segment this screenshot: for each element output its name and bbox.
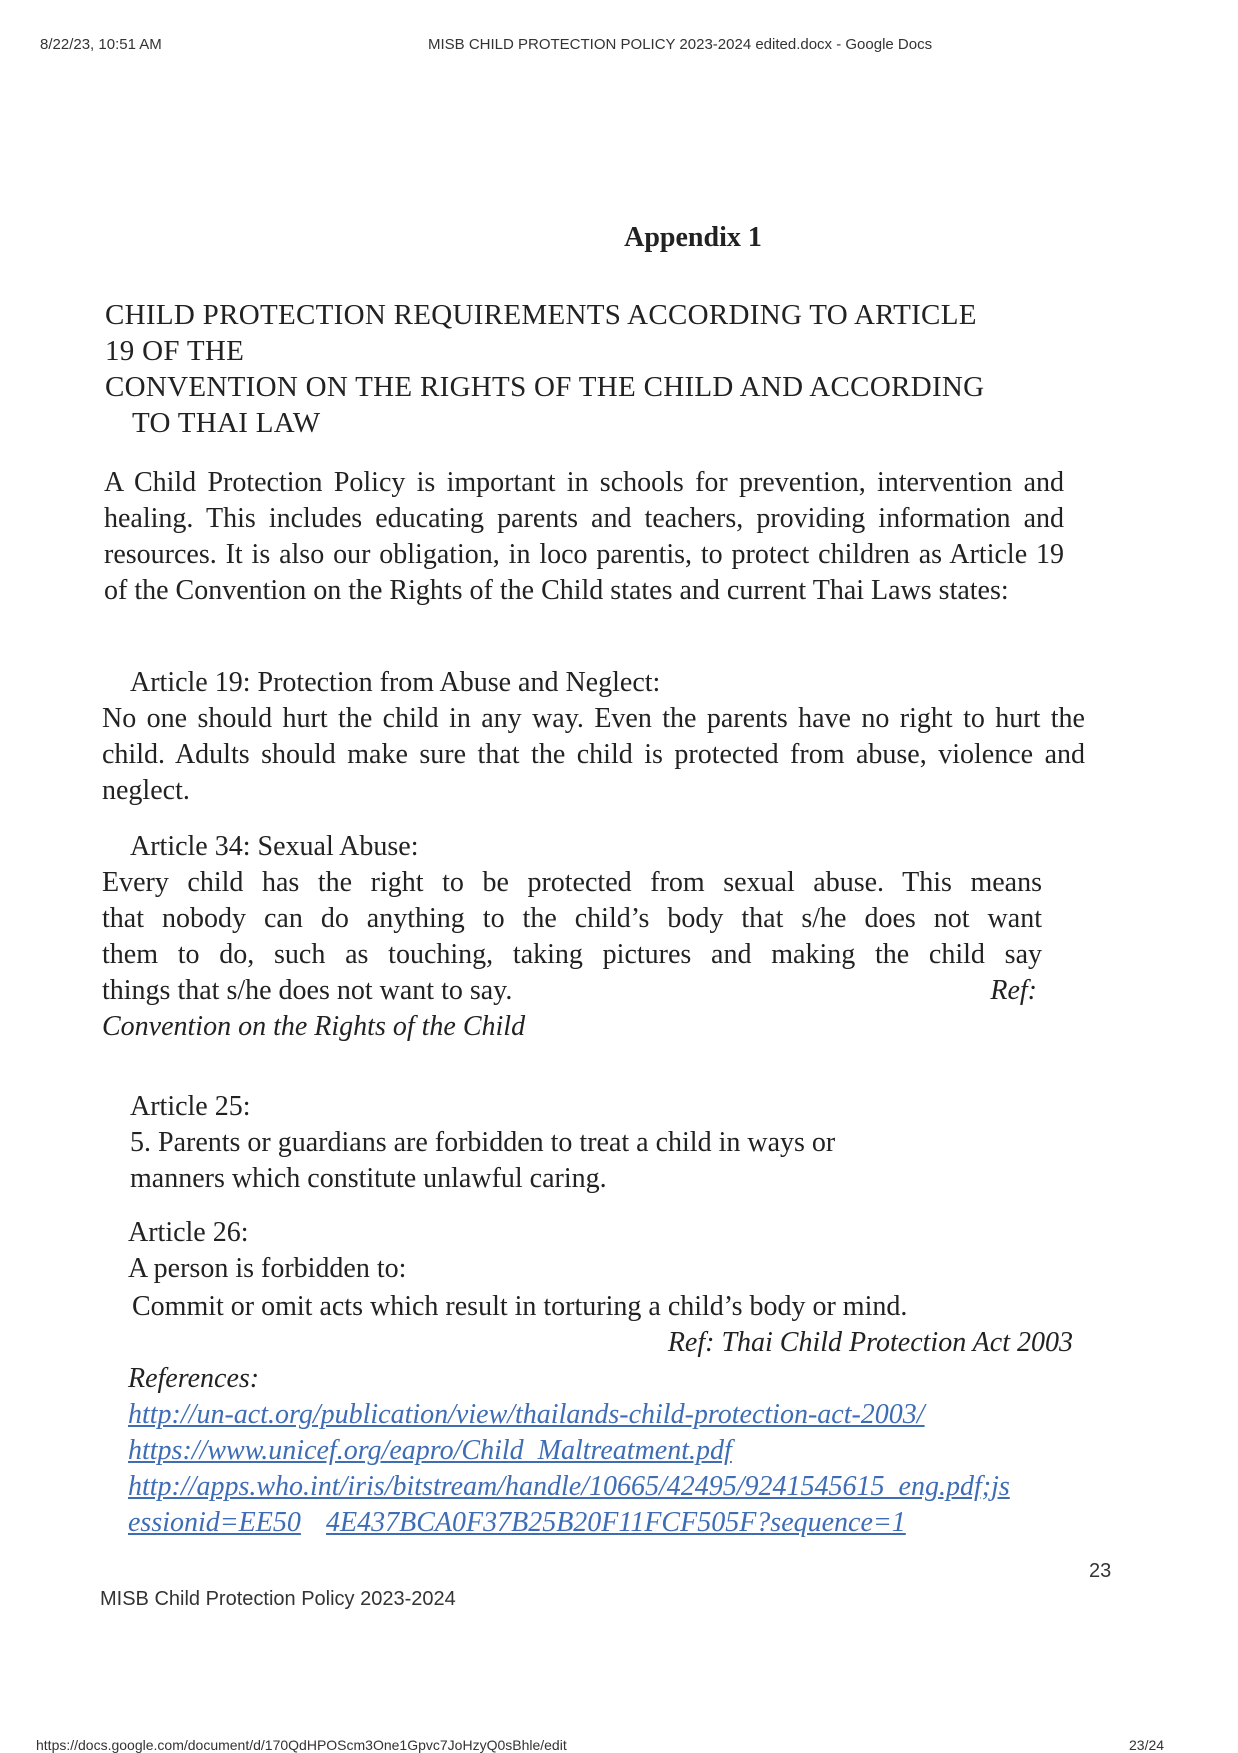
article-34-last-row <box>102 973 1042 1009</box>
article-34-line: that nobody can do anything to the child’s body that s/he does not want <box>102 903 1042 934</box>
article-26-ref: Ref: Thai Child Protection Act 2003 <box>667 1327 1073 1358</box>
appendix-title: Appendix 1 <box>624 222 762 253</box>
article-26-line: A person is forbidden to: <box>128 1253 407 1284</box>
intro-paragraph: A Child Protection Policy is important in schools for prevention, intervention and healing. This includes educating parents and teachers, providing information and resources. It is also our obligation, in loco parentis, to protect children as Article 19 of the Convention on the Rights of the Child states and current Thai Laws states: <box>104 467 1064 606</box>
print-page-count: 23/24 <box>1129 1737 1165 1753</box>
article-25-title: Article 25: <box>130 1091 251 1122</box>
article-34-line: them to do, such as touching, taking pictures and making the child say <box>102 939 1042 970</box>
article-19-body: No one should hurt the child in any way. Even the parents have no right to hurt the child. Adults should make sure that the child is protected from abuse, violence and neglect. <box>102 703 1085 806</box>
article-26-title: Article 26: <box>128 1217 249 1248</box>
article-25-line: 5. Parents or guardians are forbidden to treat a child in ways or <box>130 1127 836 1158</box>
heading-line: TO THAI LAW <box>132 407 321 439</box>
article-34-ref-source: Convention on the Rights of the Child <box>102 1011 526 1042</box>
print-url: https://docs.google.com/document/d/170QdHPOScm3One1Gpvc7JoHzyQ0sBhle/edit <box>36 1737 567 1753</box>
article-19-title: Article 19: Protection from Abuse and Neglect: <box>130 667 661 698</box>
reference-link-unact[interactable]: http://un-act.org/publication/view/thailands-child-protection-act-2003/ <box>128 1399 925 1430</box>
reference-link-unicef[interactable]: https://www.unicef.org/eapro/Child_Maltreatment.pdf <box>128 1435 732 1466</box>
print-timestamp: 8/22/23, 10:51 AM <box>40 36 162 53</box>
article-34-body <box>102 865 1042 1045</box>
heading-line: CONVENTION ON THE RIGHTS OF THE CHILD AND ACCORDING <box>105 371 985 403</box>
footer-doc-name: MISB Child Protection Policy 2023-2024 <box>100 1588 456 1610</box>
article-25-line: manners which constitute unlawful caring. <box>130 1163 607 1194</box>
references-label: References: <box>128 1363 260 1394</box>
reference-link-who[interactable]: http://apps.who.int/iris/bitstream/handle/10665/42495/9241545615_eng.pdf;js <box>128 1471 1010 1502</box>
section-heading <box>105 297 1085 441</box>
article-26-line: Commit or omit acts which result in torturing a child’s body or mind. <box>132 1291 908 1322</box>
article-34-ref: Ref: <box>990 975 1037 1006</box>
article-34-line: things that s/he does not want to say. <box>102 975 513 1006</box>
heading-line: 19 OF THE <box>105 335 245 367</box>
page-number: 23 <box>1089 1560 1112 1582</box>
heading-line: CHILD PROTECTION REQUIREMENTS ACCORDING TO ARTICLE <box>105 299 977 331</box>
reference-link-who-cont[interactable]: essionid=EE50 <box>128 1507 301 1538</box>
article-34-title: Article 34: Sexual Abuse: <box>130 831 419 862</box>
print-doc-title: MISB CHILD PROTECTION POLICY 2023-2024 edited.docx - Google Docs <box>428 36 933 53</box>
article-34-line: Every child has the right to be protected from sexual abuse. This means <box>102 867 1042 898</box>
reference-link-who-sequence[interactable]: 4E437BCA0F37B25B20F11FCF505F?sequence=1 <box>326 1507 906 1538</box>
